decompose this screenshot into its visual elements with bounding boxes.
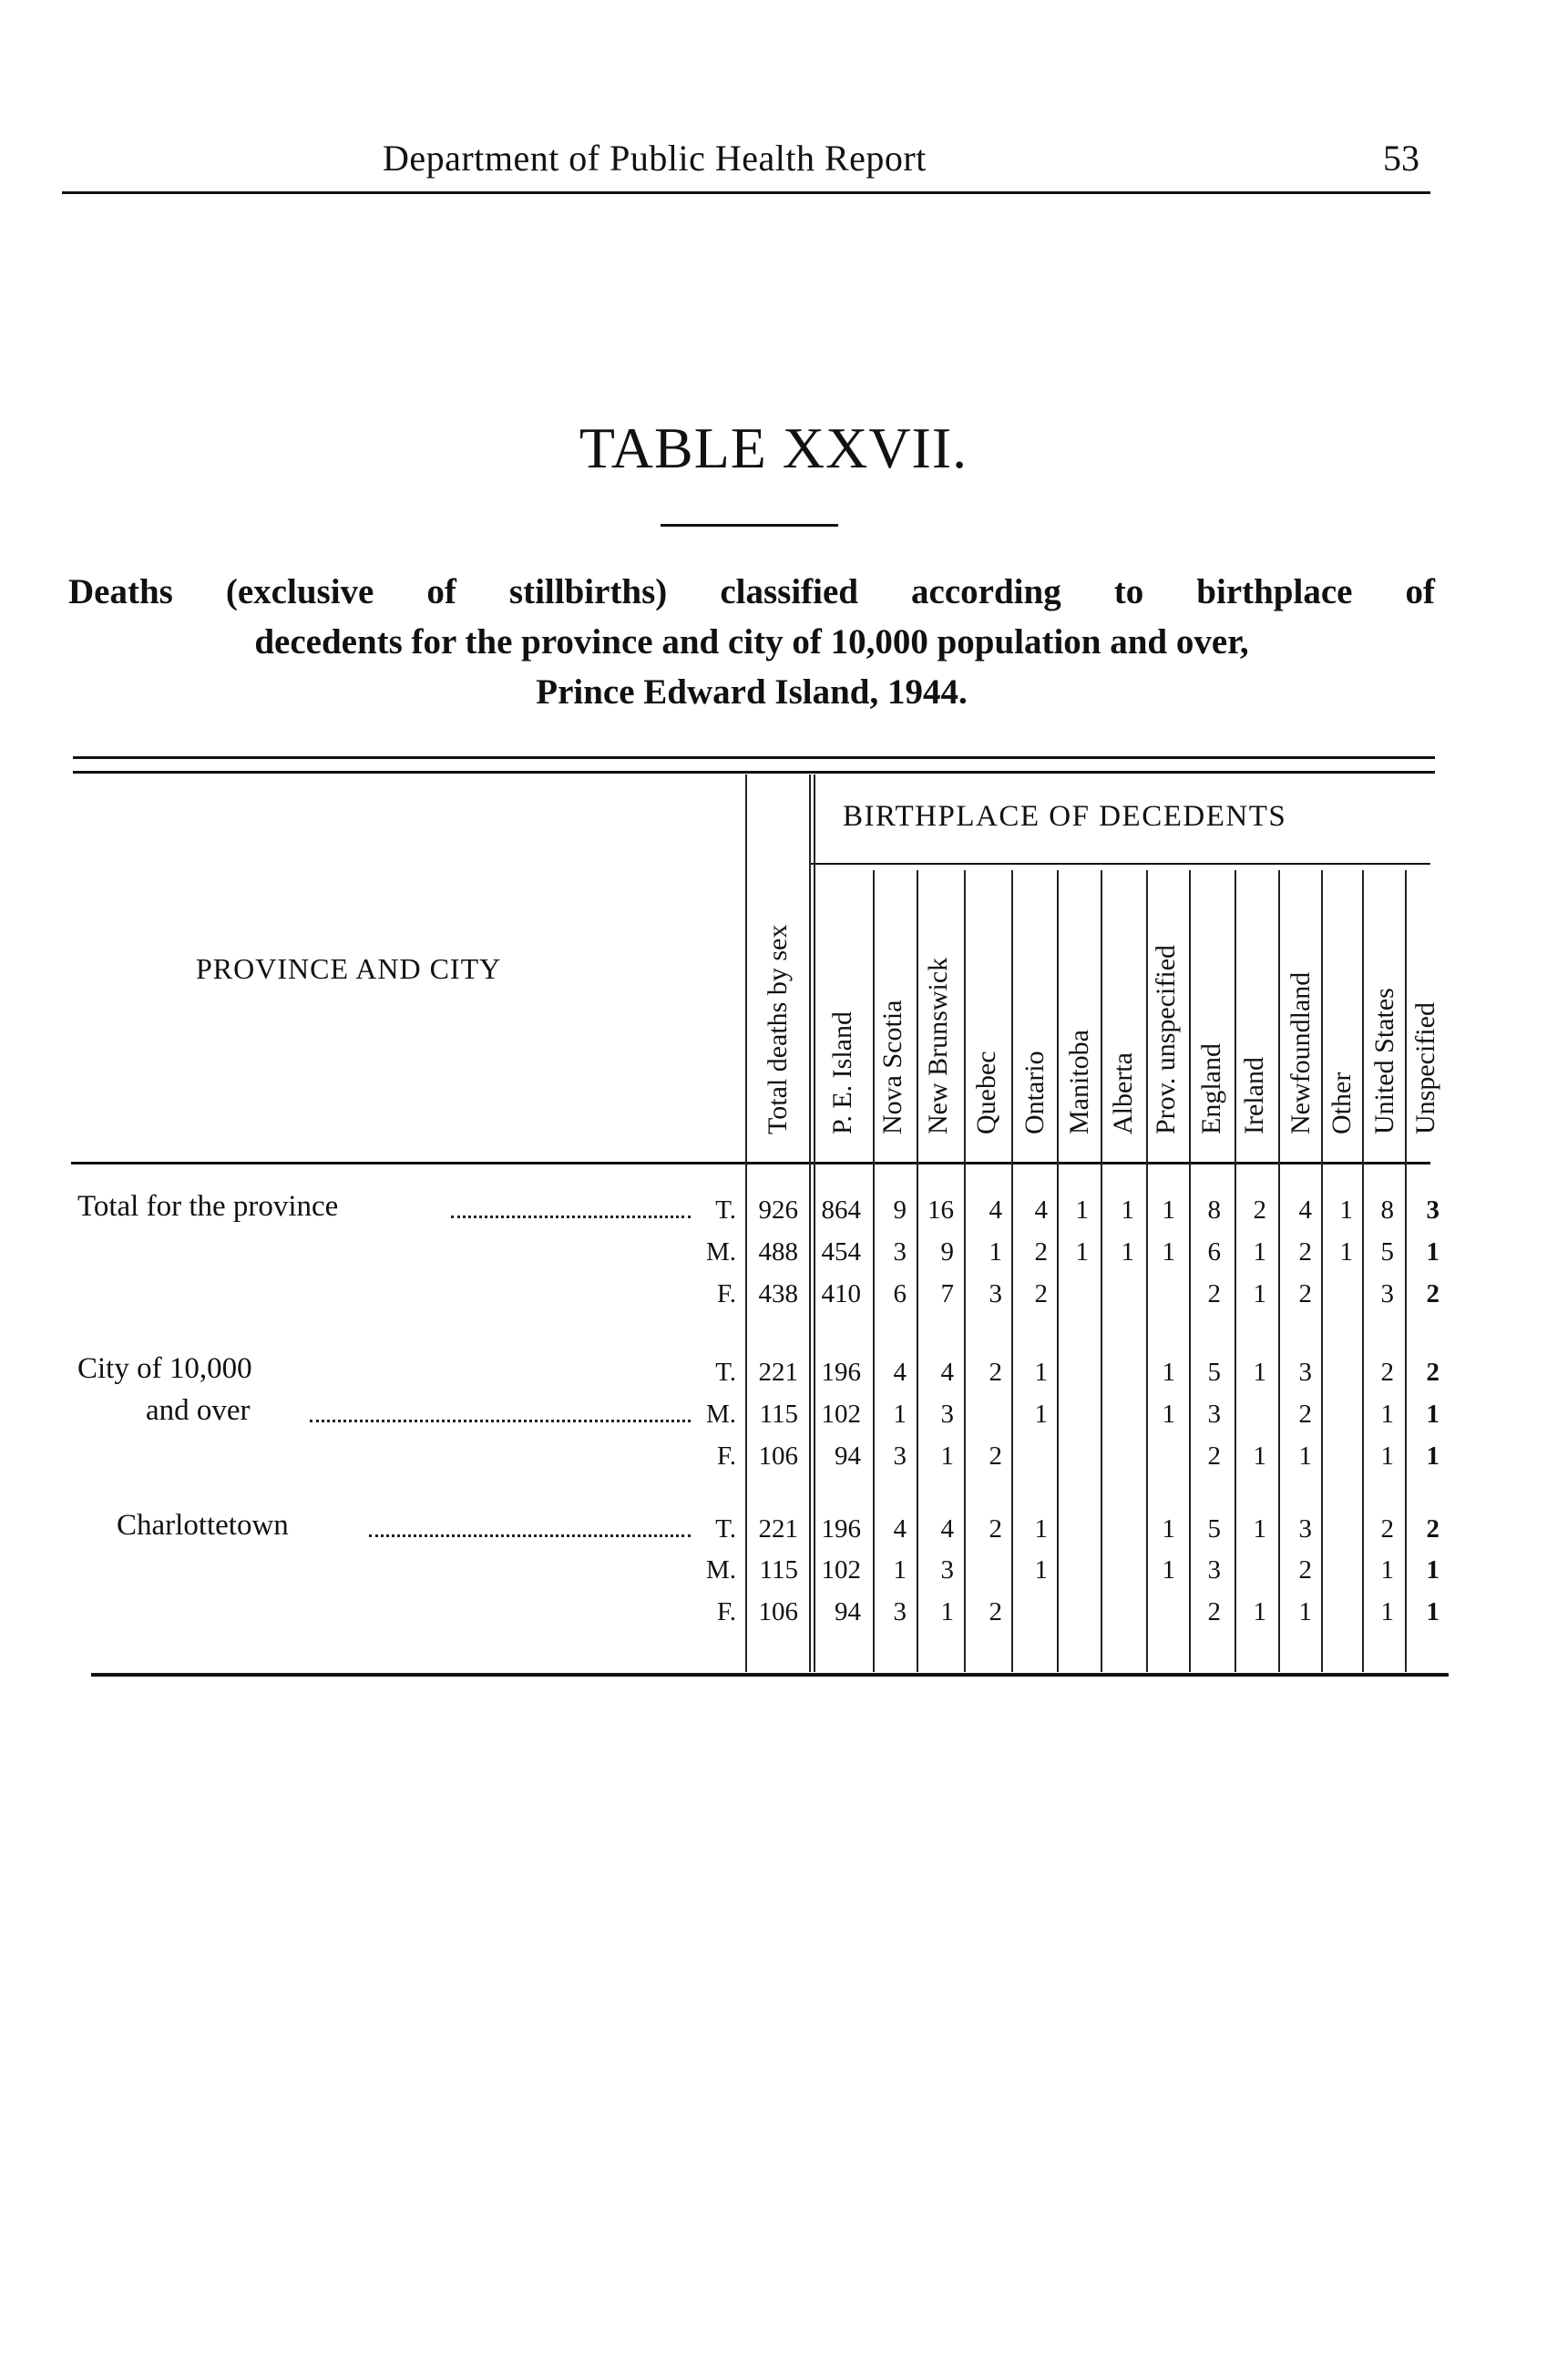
header-bottom-rule — [71, 1162, 1430, 1164]
column-rule — [1011, 870, 1013, 1672]
table-cell: 4 — [989, 1195, 1002, 1225]
table-cell: 2 — [1034, 1279, 1048, 1308]
table-cell: 1 — [1034, 1514, 1048, 1544]
total-cell: 115 — [759, 1555, 798, 1585]
table-cell: 94 — [835, 1441, 861, 1471]
column-header-quebec: Quebec — [971, 1051, 1001, 1134]
column-rule — [917, 870, 918, 1672]
row-label: Total for the province — [77, 1190, 339, 1223]
table-cell: 1 — [1253, 1514, 1266, 1544]
page-number: 53 — [1383, 138, 1419, 179]
table-cell: 4 — [1034, 1195, 1048, 1225]
table-top-rule — [73, 756, 1435, 759]
table-cell: 1 — [1298, 1441, 1312, 1471]
caption-line-2: decedents for the province and city of 10,000 population and over, — [254, 622, 1249, 662]
table-cell: 9 — [893, 1195, 907, 1225]
sex-label: F. — [716, 1441, 736, 1471]
column-rule — [1405, 870, 1407, 1672]
table-cell: 1 — [1162, 1555, 1175, 1585]
table-cell: 1 — [989, 1237, 1002, 1267]
table-cell: 1 — [1253, 1237, 1266, 1267]
table-cell: 2 — [1426, 1279, 1439, 1308]
column-header-ontario: Ontario — [1019, 1051, 1050, 1134]
column-rule — [1321, 870, 1323, 1672]
table-cell: 1 — [893, 1555, 907, 1585]
row-label: and over — [146, 1394, 251, 1427]
table-cell: 3 — [940, 1555, 954, 1585]
column-header-manitoba: Manitoba — [1064, 1030, 1094, 1134]
table-cell: 4 — [940, 1358, 954, 1387]
table-cell: 1 — [1339, 1237, 1353, 1267]
table-cell: 1 — [1380, 1441, 1394, 1471]
sex-label: M. — [705, 1400, 736, 1429]
sex-label: T. — [715, 1358, 736, 1387]
caption-line-3: Prince Edward Island, 1944. — [536, 672, 968, 712]
table-cell: 1 — [1162, 1195, 1175, 1225]
running-title: Department of Public Health Report — [383, 138, 927, 179]
total-cell: 221 — [758, 1358, 798, 1387]
table-cell: 8 — [1380, 1195, 1394, 1225]
table-cell: 1 — [1426, 1400, 1439, 1429]
column-header-new-brunswick: New Brunswick — [923, 957, 953, 1134]
table-bottom-rule — [91, 1673, 1449, 1677]
table-cell: 1 — [1162, 1400, 1175, 1429]
table-cell: 410 — [821, 1279, 861, 1308]
table-cell: 2 — [989, 1358, 1002, 1387]
column-header-total-deaths: Total deaths by sex — [763, 924, 793, 1134]
column-header-united-states: United States — [1369, 988, 1399, 1134]
table-cell: 3 — [1426, 1195, 1439, 1225]
table-cell: 1 — [1075, 1195, 1089, 1225]
table-cell: 3 — [893, 1237, 907, 1267]
table-cell: 2 — [1426, 1358, 1439, 1387]
table-cell: 3 — [940, 1400, 954, 1429]
table-cell: 864 — [821, 1195, 861, 1225]
column-header-england: England — [1196, 1043, 1226, 1134]
table-cell: 102 — [821, 1400, 861, 1429]
caption-line-1: Deaths (exclusive of stillbirths) classified according to birthplace of — [68, 572, 1435, 611]
table-cell: 1 — [1339, 1195, 1353, 1225]
table-cell: 1 — [1121, 1195, 1134, 1225]
table-cell: 1 — [1380, 1400, 1394, 1429]
table-cell: 3 — [1298, 1514, 1312, 1544]
table-cell: 5 — [1207, 1358, 1221, 1387]
header-rule — [62, 191, 1430, 194]
leader-dots — [369, 1531, 691, 1537]
table-cell: 1 — [940, 1441, 954, 1471]
table-cell: 4 — [940, 1514, 954, 1544]
total-cell: 221 — [758, 1514, 798, 1544]
column-header-other: Other — [1327, 1072, 1357, 1134]
table-cell: 2 — [1253, 1195, 1266, 1225]
table-cell: 1 — [1380, 1597, 1394, 1626]
sex-label: F. — [716, 1597, 736, 1626]
table-cell: 4 — [893, 1358, 907, 1387]
column-header-prov-unspecified: Prov. unspecified — [1151, 944, 1181, 1134]
table-cell: 1 — [1426, 1597, 1439, 1626]
sex-label: T. — [715, 1195, 736, 1225]
table-cell: 94 — [835, 1597, 861, 1626]
total-cell: 926 — [758, 1195, 798, 1225]
column-rule — [1235, 870, 1236, 1672]
table-cell: 2 — [989, 1514, 1002, 1544]
table-cell: 2 — [989, 1441, 1002, 1471]
total-cell: 106 — [758, 1441, 798, 1471]
table-cell: 2 — [1380, 1358, 1394, 1387]
stub-header: PROVINCE AND CITY — [196, 952, 502, 985]
table-cell: 1 — [1253, 1358, 1266, 1387]
table-cell: 1 — [940, 1597, 954, 1626]
total-cell: 106 — [758, 1597, 798, 1626]
table-cell: 2 — [1207, 1441, 1221, 1471]
table-cell: 1 — [1121, 1237, 1134, 1267]
running-head — [0, 137, 1547, 191]
table-cell: 1 — [1380, 1555, 1394, 1585]
table-cell: 7 — [940, 1279, 954, 1308]
table-cell: 1 — [1426, 1555, 1439, 1585]
sex-label: T. — [715, 1514, 736, 1544]
table-cell: 2 — [1380, 1514, 1394, 1544]
table-cell: 196 — [821, 1358, 861, 1387]
table-cell: 454 — [821, 1237, 861, 1267]
sex-label: F. — [716, 1279, 736, 1308]
table-cell: 1 — [1162, 1514, 1175, 1544]
table-cell: 1 — [1075, 1237, 1089, 1267]
table-cell: 1 — [893, 1400, 907, 1429]
total-cell: 115 — [759, 1400, 798, 1429]
table-cell: 5 — [1380, 1237, 1394, 1267]
leader-dots — [310, 1416, 691, 1422]
table-cell: 1 — [1162, 1358, 1175, 1387]
table-cell: 2 — [1207, 1279, 1221, 1308]
table-cell: 2 — [1298, 1237, 1312, 1267]
table-cell: 2 — [1034, 1237, 1048, 1267]
table-cell: 1 — [1253, 1441, 1266, 1471]
table-caption — [68, 567, 1435, 717]
table-cell: 2 — [989, 1597, 1002, 1626]
table-cell: 1 — [1034, 1358, 1048, 1387]
table-title: TABLE XXVII. — [579, 415, 968, 480]
table-cell: 1 — [1162, 1237, 1175, 1267]
column-header-nova-scotia: Nova Scotia — [877, 1000, 907, 1134]
table-cell: 4 — [1298, 1195, 1312, 1225]
leader-dots — [451, 1212, 691, 1218]
row-label: City of 10,000 — [77, 1352, 252, 1385]
total-cell: 438 — [758, 1279, 798, 1308]
table-cell: 102 — [821, 1555, 861, 1585]
title-rule — [661, 524, 838, 527]
table-cell: 9 — [940, 1237, 954, 1267]
column-rule — [1101, 870, 1102, 1672]
column-rule — [1362, 870, 1364, 1672]
table-top-rule-inner — [73, 771, 1435, 774]
table-cell: 8 — [1207, 1195, 1221, 1225]
total-cell: 488 — [758, 1237, 798, 1267]
table-cell: 196 — [821, 1514, 861, 1544]
sex-label: M. — [705, 1555, 736, 1585]
table-cell: 16 — [927, 1195, 954, 1225]
column-rule — [873, 870, 875, 1672]
table-cell: 1 — [1426, 1237, 1439, 1267]
table-cell: 1 — [1426, 1441, 1439, 1471]
table-cell: 1 — [1253, 1597, 1266, 1626]
table-cell: 1 — [1298, 1597, 1312, 1626]
table-cell: 3 — [893, 1597, 907, 1626]
column-rule — [964, 870, 966, 1672]
row-label: Charlottetown — [117, 1509, 289, 1542]
column-header-newfoundland: Newfoundland — [1286, 971, 1316, 1134]
sex-label: M. — [705, 1237, 736, 1267]
table-cell: 2 — [1298, 1400, 1312, 1429]
table-cell: 3 — [1207, 1555, 1221, 1585]
column-header-alberta: Alberta — [1108, 1052, 1138, 1134]
table-cell: 2 — [1207, 1597, 1221, 1626]
column-rule — [1057, 870, 1059, 1672]
column-rule — [1146, 870, 1148, 1672]
table-cell: 2 — [1298, 1555, 1312, 1585]
table-cell: 1 — [1253, 1279, 1266, 1308]
table-cell: 3 — [1298, 1358, 1312, 1387]
table-cell: 1 — [1034, 1555, 1048, 1585]
column-header-unspecified: Unspecified — [1410, 1002, 1440, 1134]
table-cell: 2 — [1298, 1279, 1312, 1308]
group-header-rule — [811, 863, 1430, 865]
column-header-p-e-island: P. E. Island — [827, 1011, 857, 1134]
table-cell: 3 — [1380, 1279, 1394, 1308]
table-cell: 3 — [989, 1279, 1002, 1308]
table-cell: 5 — [1207, 1514, 1221, 1544]
table-cell: 2 — [1426, 1514, 1439, 1544]
column-rule — [1278, 870, 1280, 1672]
table-cell: 3 — [893, 1441, 907, 1471]
table-cell: 6 — [1207, 1237, 1221, 1267]
table-cell: 4 — [893, 1514, 907, 1544]
group-header: BIRTHPLACE OF DECEDENTS — [843, 800, 1287, 833]
column-header-ireland: Ireland — [1239, 1057, 1269, 1134]
table-cell: 1 — [1034, 1400, 1048, 1429]
column-rule — [1189, 870, 1191, 1672]
table-cell: 3 — [1207, 1400, 1221, 1429]
table-cell: 6 — [893, 1279, 907, 1308]
